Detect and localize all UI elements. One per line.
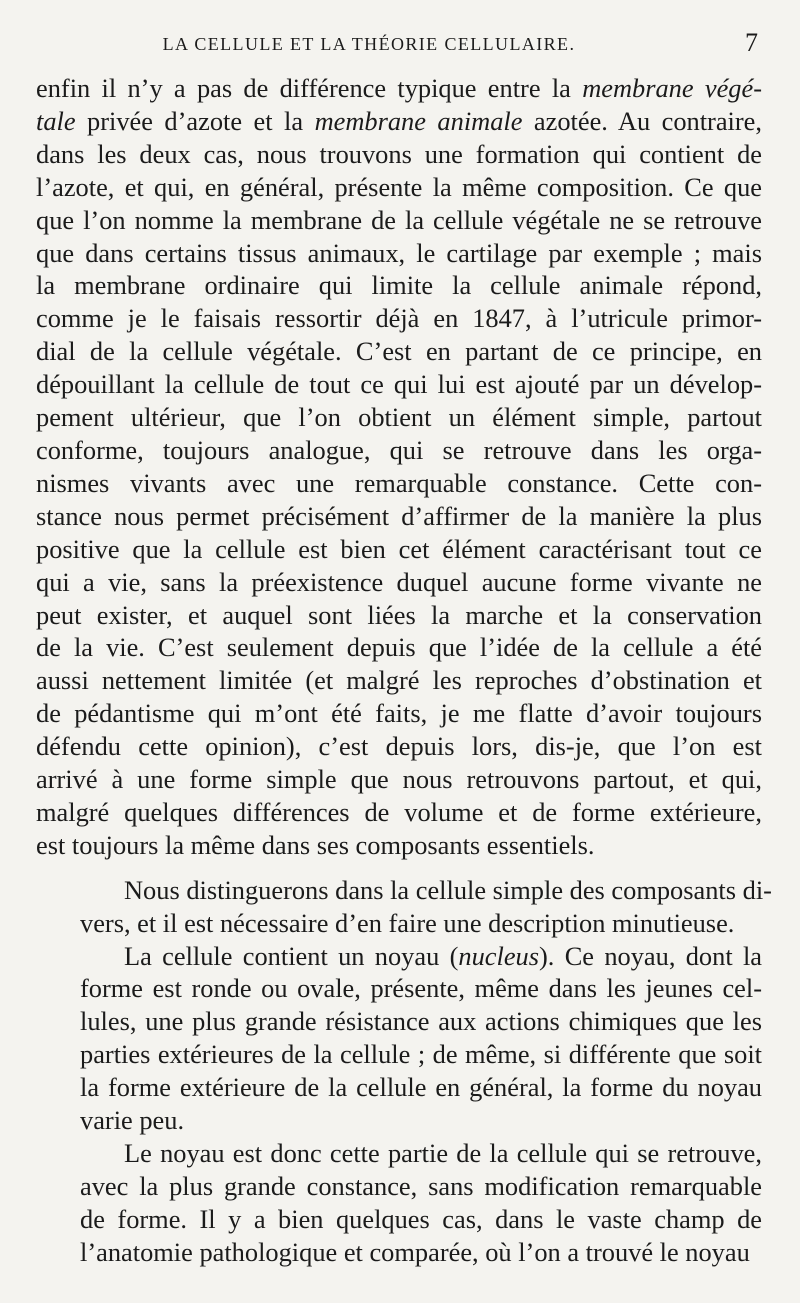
text-line [36, 138, 762, 171]
italic-text-run: membrane animale [314, 105, 523, 136]
paragraph [36, 874, 772, 940]
text-line [36, 171, 762, 204]
italic-text-run: tale [36, 105, 76, 136]
paragraph-gap [36, 862, 762, 874]
text-run: de forme. Il y a bien quelques cas, dans le vaste champ de [80, 1203, 762, 1234]
text-run: l’anatomie pathologique et comparée, où l’on a trouvé le noyau [80, 1236, 750, 1267]
text-run: de la vie. C’est seulement depuis que l’idée de la cellule a été [36, 632, 762, 663]
text-run: aussi nettement limitée (et malgré les reproches d’obstination et [36, 665, 762, 696]
text-run: azotée. Au contraire, [522, 105, 762, 136]
text-line [36, 302, 762, 335]
text-run: dial de la cellule végétale. C’est en partant de ce principe, en [36, 336, 762, 367]
text-line [36, 1203, 762, 1236]
text-line [36, 1170, 762, 1203]
text-line [36, 907, 762, 940]
text-run: forme est ronde ou ovale, présente, même dans les jeunes cel- [80, 973, 762, 1004]
text-run: que dans certains tissus animaux, le cartilage par exemple ; mais [36, 237, 762, 268]
text-run: la forme extérieure de la cellule en général, la forme du noyau [80, 1072, 762, 1103]
text-line [36, 1137, 762, 1170]
text-line [36, 237, 762, 270]
text-run: positive que la cellule est bien cet élément caractérisant tout ce [36, 533, 762, 564]
text-line [36, 796, 762, 829]
text-run: Nous distinguerons dans la cellule simple des composants di- [124, 874, 772, 905]
text-run: de pédantisme qui m’ont été faits, je me flatte d’avoir toujours [36, 698, 762, 729]
text-line [36, 631, 762, 664]
text-line [36, 697, 762, 730]
text-run: est toujours la même dans ses composants essentiels. [36, 829, 595, 860]
text-run: l’azote, et qui, en général, présente la même composition. Ce que [36, 171, 762, 202]
text-line [36, 533, 762, 566]
running-title: LA CELLULE ET LA THÉORIE CELLULAIRE. [162, 34, 576, 54]
paragraph [36, 1137, 762, 1269]
text-run: que l’on nomme la membrane de la cellule végétale ne se retrouve [36, 204, 762, 235]
text-run: lules, une plus grande résistance aux actions chimiques que les [80, 1006, 762, 1037]
text-line [36, 401, 762, 434]
italic-text-run: nucleus [458, 940, 540, 971]
text-line [36, 269, 762, 302]
text-line [36, 72, 762, 105]
text-run: dans les deux cas, nous trouvons une formation qui contient de [36, 138, 762, 169]
text-run: la membrane ordinaire qui limite la cellule animale répond, [36, 270, 762, 301]
text-run: qui a vie, sans la préexistence duquel aucune forme vivante ne [36, 566, 762, 597]
text-run: ). Ce noyau, dont la [539, 940, 762, 971]
paragraph [36, 940, 762, 1137]
text-line [36, 368, 762, 401]
text-line [36, 972, 762, 1005]
text-run: avec la plus grande constance, sans modification remarquable [80, 1170, 762, 1201]
text-run: enfin il n’y a pas de différence typique entre la [36, 73, 583, 103]
text-line [36, 1005, 762, 1038]
page-number: 7 [745, 28, 758, 57]
italic-text-run: membrane végé- [582, 73, 763, 103]
text-line [36, 763, 762, 796]
text-line [36, 829, 762, 862]
text-line [36, 1071, 762, 1104]
text-run: pement ultérieur, que l’on obtient un élément simple, partout [36, 402, 762, 433]
text-line [36, 599, 762, 632]
text-line [36, 1104, 762, 1137]
text-run: malgré quelques différences de volume et de forme extérieure, [36, 796, 762, 827]
running-head [36, 0, 762, 72]
text-run: peut exister, et auquel sont liées la marche et la conservation [36, 599, 762, 630]
text-line [36, 434, 762, 467]
text-run: nismes vivants avec une remarquable constance. Cette con- [36, 467, 762, 498]
text-run: comme je le faisais ressortir déjà en 1847, à l’utricule primor- [36, 303, 762, 334]
text-run: conforme, toujours analogue, qui se retrouve dans les orga- [36, 434, 762, 465]
text-line [36, 335, 762, 368]
text-run: défendu cette opinion), c’est depuis lors, dis-je, que l’on est [36, 731, 762, 762]
text-run: vers, et il est nécessaire d’en faire une description minutieuse. [80, 907, 735, 938]
text-line [36, 500, 762, 533]
text-line [36, 874, 772, 907]
text-run: arrivé à une forme simple que nous retrouvons partout, et qui, [36, 764, 762, 795]
body-text [36, 72, 772, 1269]
text-line [36, 664, 762, 697]
text-line [36, 204, 762, 237]
text-line [36, 105, 762, 138]
text-line [36, 1236, 762, 1269]
text-run: privée d’azote et la [75, 105, 315, 136]
text-line [36, 940, 762, 973]
paragraph [36, 72, 762, 862]
text-run: La cellule contient un noyau ( [124, 940, 459, 971]
text-run: parties extérieures de la cellule ; de même, si différente que soit [80, 1039, 762, 1070]
text-run: dépouillant la cellule de tout ce qui lui est ajouté par un dévelop- [36, 369, 762, 400]
text-line [36, 1038, 762, 1071]
text-run: varie peu. [80, 1105, 185, 1136]
text-run: Le noyau est donc cette partie de la cellule qui se retrouve, [124, 1138, 762, 1168]
text-line [36, 730, 762, 763]
text-line [36, 566, 762, 599]
text-run: stance nous permet précisément d’affirmer de la manière la plus [36, 500, 762, 531]
text-line [36, 467, 762, 500]
